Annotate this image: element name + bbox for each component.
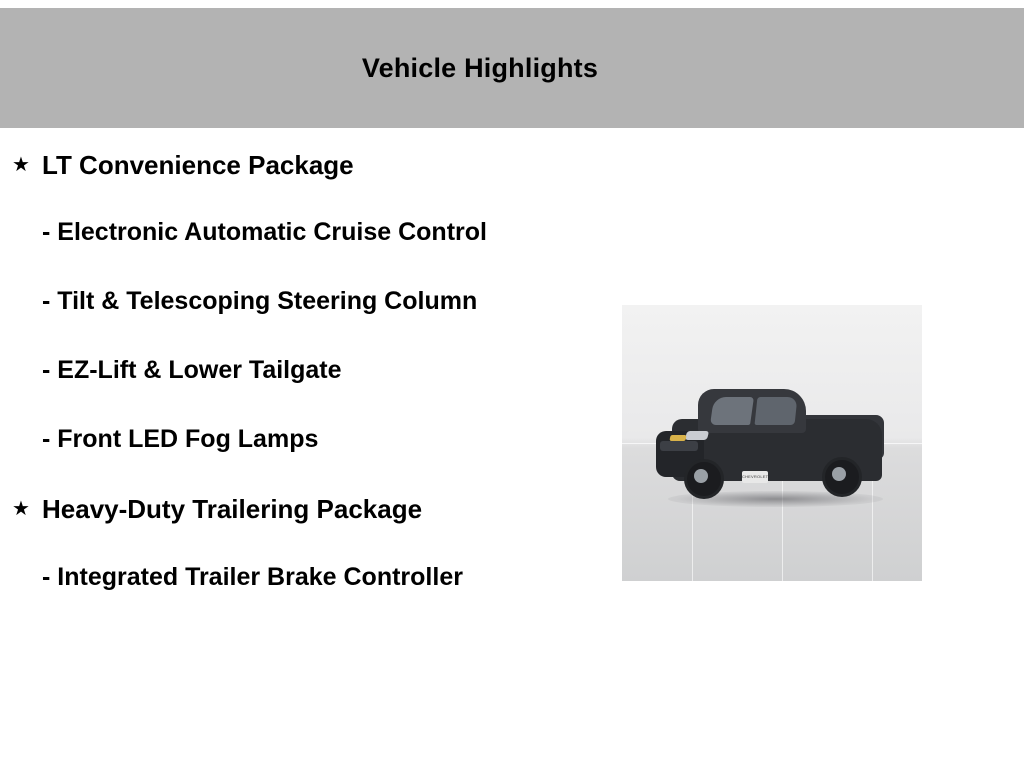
list-item-label: LT Convenience Package <box>42 150 354 180</box>
list-item <box>0 216 600 249</box>
list-item <box>0 423 600 456</box>
truck-headlight <box>685 431 709 440</box>
truck-grille <box>660 441 698 451</box>
list-item-label: Heavy-Duty Trailering Package <box>42 494 423 525</box>
wheel-hub <box>694 469 708 483</box>
vehicle-photo <box>622 305 922 581</box>
slide-header-bar <box>0 8 1024 128</box>
truck-window-rear <box>755 397 798 425</box>
truck-wheel-front <box>684 459 724 499</box>
list-item-label: - Integrated Trailer Brake Controller <box>42 562 463 591</box>
wheel-hub <box>832 467 846 481</box>
page-title: Vehicle Highlights <box>361 52 599 83</box>
highlights-list <box>0 148 600 630</box>
list-item-label: - Electronic Automatic Cruise Control <box>42 218 487 247</box>
chevrolet-bowtie-icon <box>669 435 686 441</box>
star-bullet-icon: ★ <box>12 498 30 521</box>
truck-illustration <box>650 383 896 513</box>
list-item-label: - Tilt & Telescoping Steering Column <box>42 287 478 316</box>
license-plate: CHEVROLET <box>742 471 768 483</box>
list-item <box>0 354 600 387</box>
truck-window-front <box>710 397 754 425</box>
list-item <box>0 285 600 318</box>
slide-content <box>0 128 1024 768</box>
list-item <box>0 148 600 182</box>
truck-wheel-rear <box>822 457 862 497</box>
list-item-label: - EZ-Lift & Lower Tailgate <box>42 356 342 385</box>
list-item-label: - Front LED Fog Lamps <box>42 425 319 454</box>
list-item <box>0 492 600 526</box>
list-item <box>0 561 600 594</box>
star-bullet-icon: ★ <box>12 154 30 176</box>
